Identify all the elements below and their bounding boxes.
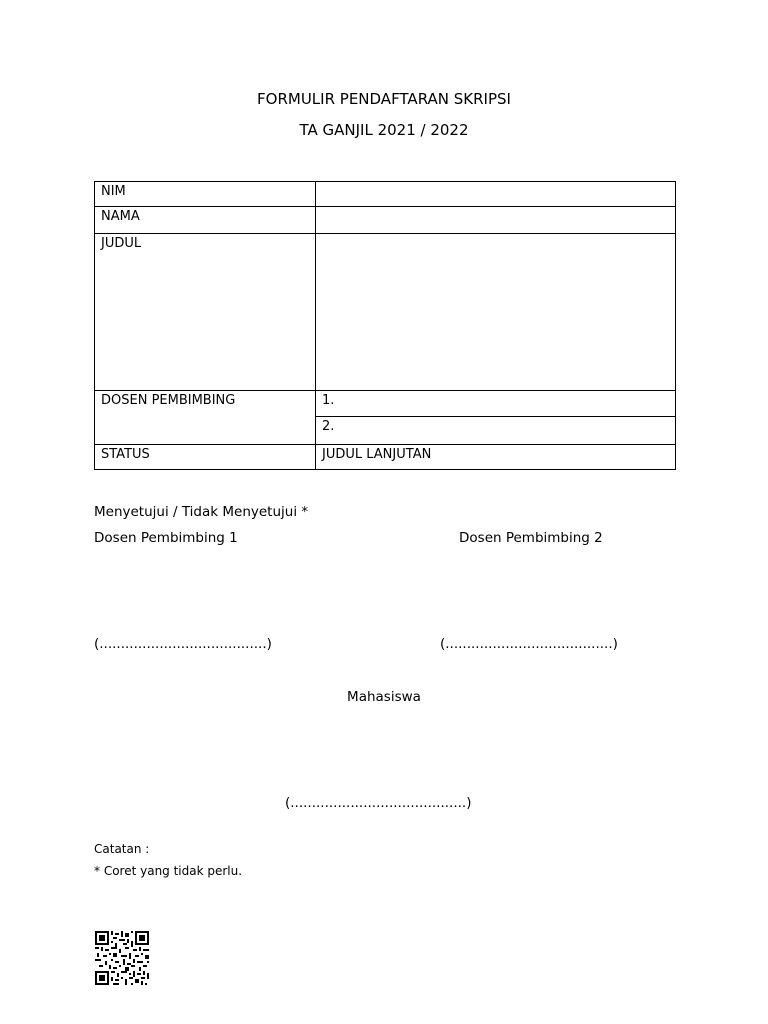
judul-value	[316, 234, 676, 391]
notes-item: * Coret yang tidak perlu.	[94, 864, 243, 878]
mahasiswa-label: Mahasiswa	[347, 689, 421, 705]
qr-code-icon	[95, 931, 149, 985]
table-row-dosen-1	[95, 391, 676, 417]
academic-year: TA GANJIL 2021 / 2022	[299, 121, 469, 139]
dosen-2-signature-line: (.......................................)	[440, 636, 618, 652]
nim-value	[316, 182, 676, 207]
form-title: FORMULIR PENDAFTARAN SKRIPSI	[257, 90, 511, 108]
nama-label: NAMA	[95, 207, 316, 234]
dosen-2-value: 2.	[316, 417, 676, 445]
judul-label: JUDUL	[95, 234, 316, 391]
status-label: STATUS	[95, 445, 316, 470]
registration-table	[94, 181, 676, 470]
nama-value	[316, 207, 676, 234]
table-row-status	[95, 445, 676, 470]
table-row-nama	[95, 207, 676, 234]
dosen-pembimbing-label: DOSEN PEMBIMBING	[95, 391, 316, 445]
dosen-1-value: 1.	[316, 391, 676, 417]
dosen-1-label: Dosen Pembimbing 1	[94, 530, 238, 546]
dosen-2-label: Dosen Pembimbing 2	[459, 530, 603, 546]
mahasiswa-signature-line: (.........................................)	[285, 795, 472, 811]
dosen-1-signature-line: (.......................................)	[94, 636, 272, 652]
nim-label: NIM	[95, 182, 316, 207]
table-row-nim	[95, 182, 676, 207]
notes-label: Catatan :	[94, 842, 150, 856]
table-row-judul	[95, 234, 676, 391]
status-value: JUDUL LANJUTAN	[316, 445, 676, 470]
approval-statement: Menyetujui / Tidak Menyetujui *	[94, 504, 309, 520]
